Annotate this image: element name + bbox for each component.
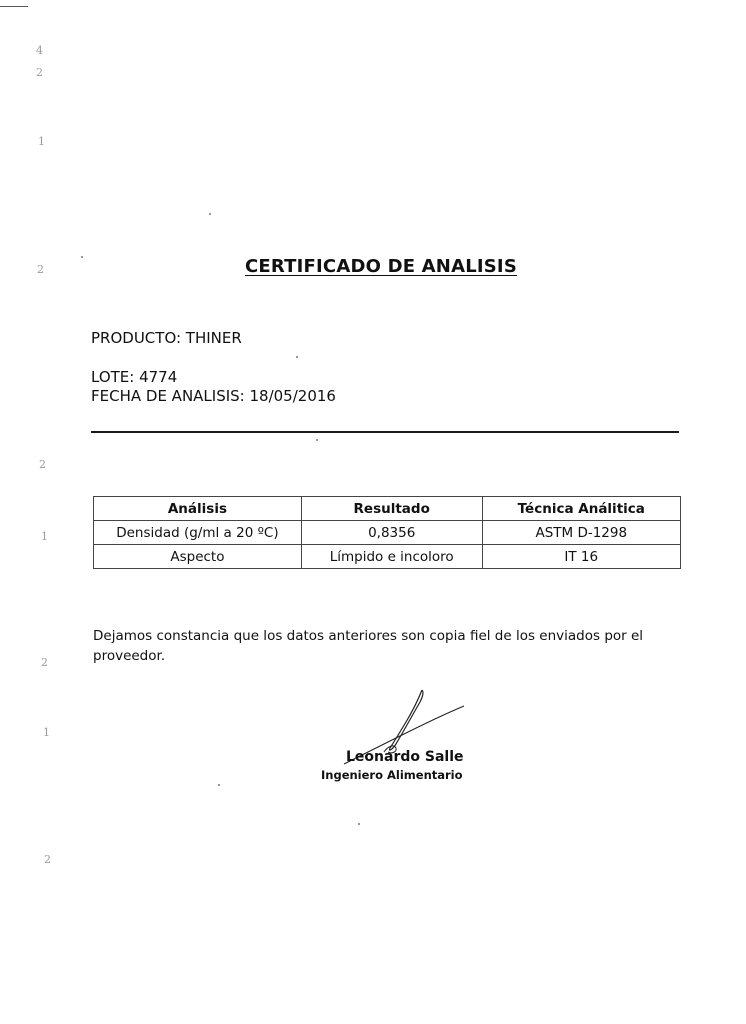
table-row — [94, 521, 681, 545]
cell-analisis: Aspecto — [94, 545, 302, 569]
lote-line: LOTE: 4774 — [91, 368, 178, 386]
header-tecnica: Técnica Análitica — [482, 497, 680, 521]
cell-resultado: 0,8356 — [301, 521, 482, 545]
margin-mark: 2 — [39, 458, 46, 471]
fecha-line: FECHA DE ANALISIS: 18/05/2016 — [91, 387, 336, 405]
margin-mark: 4 — [36, 44, 43, 57]
margin-mark: 2 — [36, 66, 43, 79]
scan-speck — [218, 784, 220, 786]
scan-speck — [209, 213, 211, 215]
margin-mark: 2 — [37, 263, 44, 276]
signer-title: Ingeniero Alimentario — [321, 768, 463, 782]
margin-mark: 1 — [43, 726, 50, 739]
table-header-row — [94, 497, 681, 521]
margin-mark: 2 — [44, 853, 51, 866]
table-row — [94, 545, 681, 569]
scan-edge-line — [0, 6, 28, 7]
margin-mark: 2 — [41, 656, 48, 669]
header-resultado: Resultado — [301, 497, 482, 521]
scan-speck — [358, 823, 360, 825]
statement-text: Dejamos constancia que los datos anteriores son copia fiel de los enviados por el proveedor. — [93, 628, 644, 664]
cell-tecnica: ASTM D-1298 — [482, 521, 680, 545]
scan-speck — [316, 439, 318, 441]
cell-tecnica: IT 16 — [482, 545, 680, 569]
scan-speck — [296, 356, 298, 358]
cell-resultado: Límpido e incoloro — [301, 545, 482, 569]
document-title: CERTIFICADO DE ANALISIS — [245, 256, 517, 277]
margin-mark: 1 — [38, 135, 45, 148]
analysis-table — [93, 496, 681, 569]
section-divider — [91, 431, 679, 433]
producto-line: PRODUCTO: THINER — [91, 329, 242, 347]
signer-name: Leonardo Salle — [346, 749, 464, 765]
margin-mark: 1 — [41, 530, 48, 543]
header-analisis: Análisis — [94, 497, 302, 521]
cell-analisis: Densidad (g/ml a 20 ºC) — [94, 521, 302, 545]
